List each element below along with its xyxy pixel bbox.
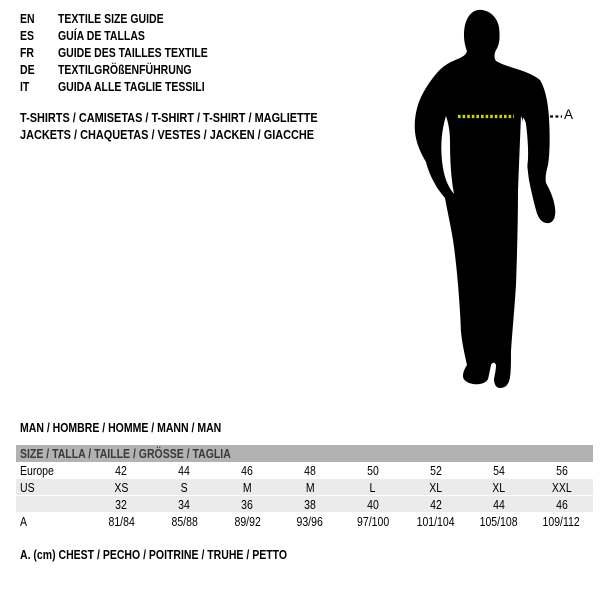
language-code: DE (20, 62, 35, 77)
language-label: TEXTILE SIZE GUIDE (58, 11, 164, 26)
language-label: GUIDA ALLE TAGLIE TESSILI (58, 79, 205, 94)
size-cell: 42 (115, 463, 128, 478)
size-cell: 85/88 (171, 514, 198, 529)
row-label: A (20, 514, 28, 529)
size-cell: 36 (241, 497, 254, 512)
language-row (20, 78, 236, 95)
size-cell: L (370, 480, 376, 495)
footnote-chest-measure: A. (cm) CHEST / PECHO / POITRINE / TRUHE / PETTO (20, 548, 288, 562)
language-guide-list (20, 10, 236, 95)
size-cell: 97/100 (356, 514, 389, 529)
size-cell: 52 (429, 463, 442, 478)
section-title-man: MAN / HOMBRE / HOMME / MANN / MAN (20, 420, 222, 435)
size-cell: XL (429, 480, 443, 495)
table-row-us (16, 479, 593, 496)
size-table (16, 445, 593, 530)
language-label: TEXTILGRÖßENFÜHRUNG (58, 62, 192, 77)
size-cell: 46 (555, 497, 568, 512)
size-cell: XS (114, 480, 129, 495)
table-row-a-chest (16, 513, 593, 530)
size-cell: 89/92 (234, 514, 261, 529)
size-cell: 81/84 (108, 514, 135, 529)
row-label: US (20, 480, 35, 495)
size-cell: 105/108 (479, 514, 518, 529)
size-cell: 34 (178, 497, 191, 512)
measure-label-a: A (564, 107, 574, 122)
language-row (20, 44, 236, 61)
language-row (20, 61, 236, 78)
language-row (20, 27, 236, 44)
size-cell: 46 (241, 463, 254, 478)
size-table-header: SIZE / TALLA / TAILLE / GRÖSSE / TAGLIA (16, 445, 593, 462)
size-cell: 48 (304, 463, 316, 478)
language-code: EN (20, 11, 35, 26)
size-cell: 32 (115, 497, 128, 512)
language-code: FR (20, 45, 35, 60)
language-label: GUÍA DE TALLAS (58, 28, 145, 43)
size-cell: 38 (304, 497, 316, 512)
size-cell: 42 (429, 497, 442, 512)
garment-type-line-jackets: JACKETS / CHAQUETAS / VESTES / JACKEN / GIACCHE (20, 127, 315, 142)
man-silhouette (390, 0, 600, 410)
garment-types (20, 109, 374, 143)
size-cell: M (305, 480, 315, 495)
size-cell: 109/112 (542, 514, 581, 529)
size-cell: S (180, 480, 188, 495)
row-label: Europe (20, 463, 54, 478)
man-silhouette-figure (390, 0, 600, 410)
language-row (20, 10, 236, 27)
size-cell: 44 (178, 463, 191, 478)
table-row-europe (16, 462, 593, 479)
size-cell: 50 (367, 463, 379, 478)
size-cell: XL (492, 480, 506, 495)
size-cell: 54 (492, 463, 505, 478)
size-cell: 93/96 (296, 514, 324, 529)
size-cell: 101/104 (416, 514, 455, 529)
language-code: IT (20, 79, 30, 94)
size-cell: M (242, 480, 252, 495)
garment-type-line-tshirts: T-SHIRTS / CAMISETAS / T-SHIRT / T-SHIRT / MAGLIETTE (20, 110, 318, 125)
size-cell: XXL (551, 480, 572, 495)
language-label: GUIDE DES TAILLES TEXTILE (58, 45, 208, 60)
table-row-us-numeric (16, 496, 593, 513)
language-code: ES (20, 28, 35, 43)
size-cell: 40 (367, 497, 379, 512)
size-cell: 56 (555, 463, 568, 478)
size-cell: 44 (492, 497, 505, 512)
silhouette-shape (415, 10, 556, 388)
